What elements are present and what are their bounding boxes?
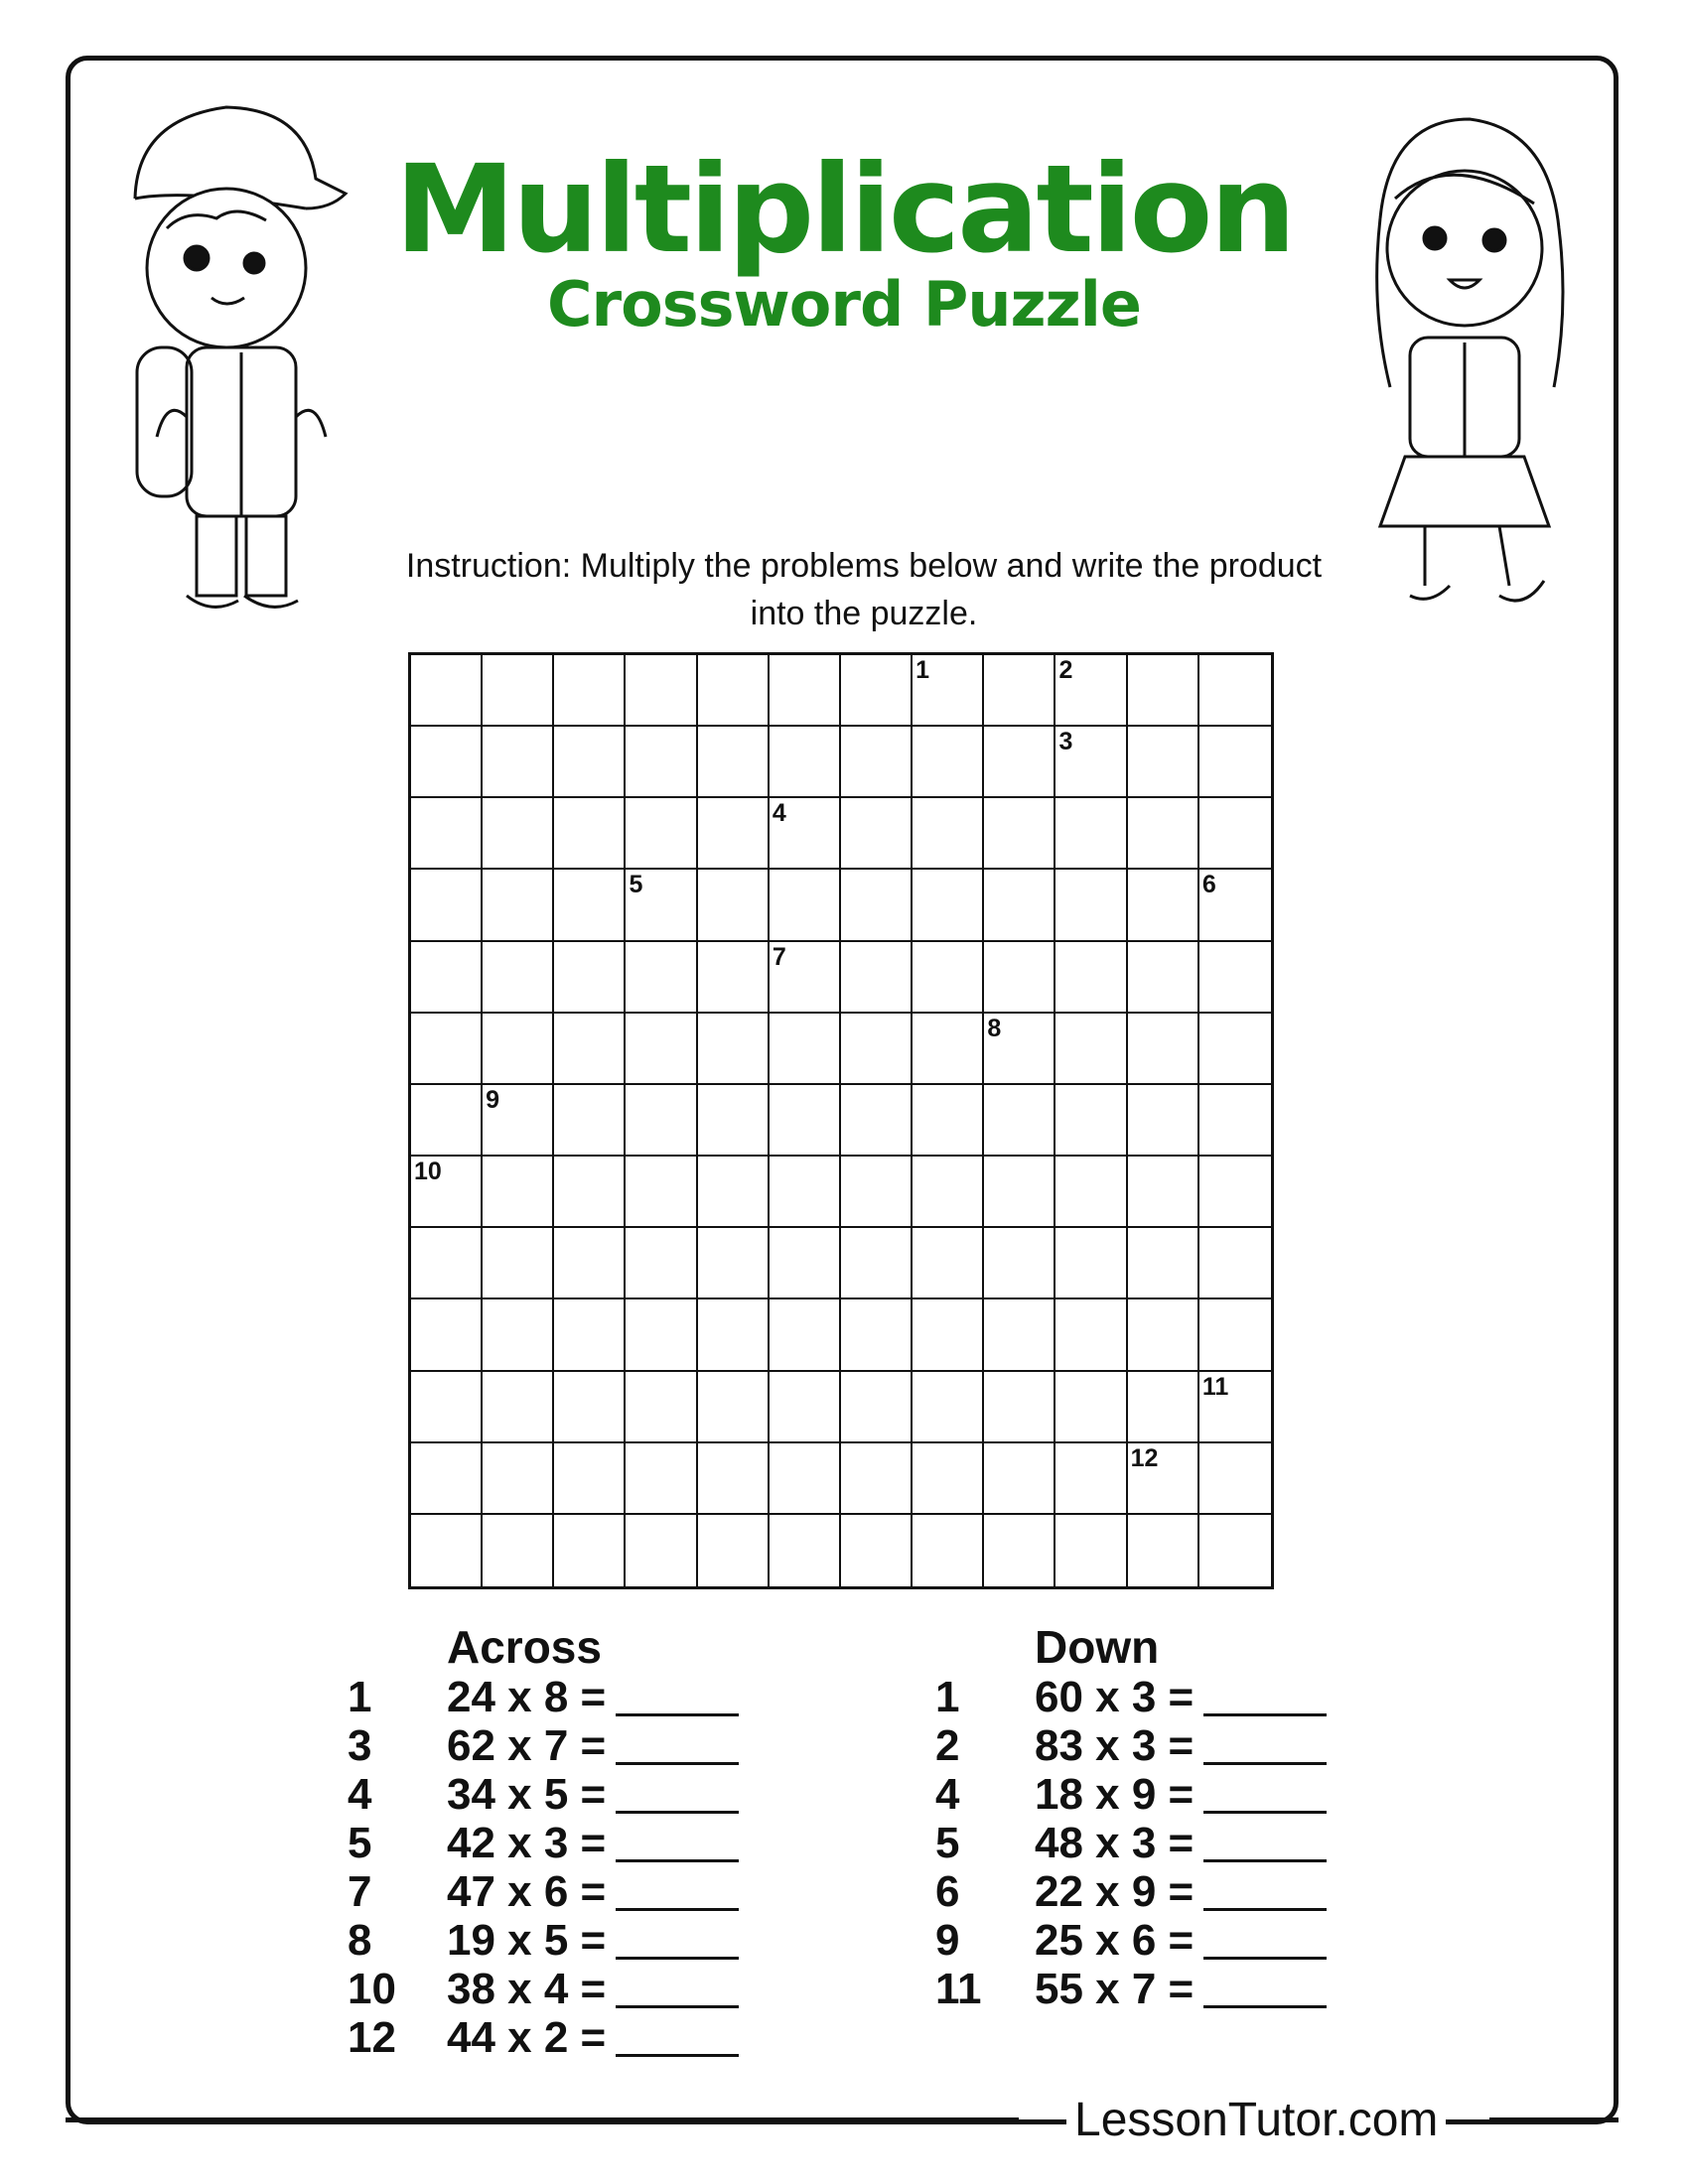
grid-cell[interactable] [698,727,770,798]
clue-problem: 44 x 2 = [447,2012,607,2062]
grid-cell[interactable] [626,1299,697,1371]
grid-cell[interactable] [1128,870,1199,941]
grid-cell[interactable] [841,727,913,798]
grid-cell[interactable] [554,1372,626,1443]
grid-cell[interactable] [1055,870,1127,941]
grid-cell[interactable] [698,1515,770,1586]
grid-cell[interactable] [841,1372,913,1443]
clue-number: 10 [348,1964,396,2013]
grid-cell[interactable] [626,1372,697,1443]
grid-cell[interactable] [770,798,841,870]
down-clue-row [935,1867,1327,1916]
grid-cell[interactable] [984,1228,1055,1299]
grid-cell[interactable] [411,1443,483,1515]
grid-cell[interactable] [626,1515,697,1586]
answer-blank[interactable] [1203,1970,1327,2008]
grid-cell[interactable] [841,1299,913,1371]
grid-cell[interactable] [698,1228,770,1299]
grid-cell[interactable] [984,1443,1055,1515]
grid-cell[interactable] [698,1299,770,1371]
grid-cell[interactable] [913,1085,984,1157]
grid-cell[interactable] [483,1515,554,1586]
grid-cell[interactable] [770,727,841,798]
grid-cell[interactable] [770,655,841,727]
clue-number: 12 [348,2012,396,2062]
grid-cell[interactable] [913,655,984,727]
answer-blank[interactable] [1203,1775,1327,1814]
answer-blank[interactable] [616,1726,739,1765]
grid-cell[interactable] [626,1085,697,1157]
answer-blank[interactable] [616,1824,739,1862]
grid-cell[interactable] [1128,1443,1199,1515]
cell-number: 2 [1058,656,1073,684]
grid-cell[interactable] [913,1157,984,1228]
grid-cell[interactable] [841,942,913,1014]
grid-cell[interactable] [984,1014,1055,1085]
grid-cell[interactable] [913,1299,984,1371]
grid-cell[interactable] [1055,1085,1127,1157]
grid-cell[interactable] [841,1515,913,1586]
cell-number: 12 [1130,1443,1159,1472]
clue-problem: 24 x 8 = [447,1672,607,1721]
clue-problem: 18 x 9 = [1035,1769,1195,1819]
clue-problem: 83 x 3 = [1035,1720,1195,1770]
across-clue-row [348,1916,739,1965]
clue-number: 4 [348,1769,372,1819]
grid-cell[interactable] [626,798,697,870]
grid-cell[interactable] [483,655,554,727]
grid-cell[interactable] [1128,1085,1199,1157]
grid-cell[interactable] [1128,942,1199,1014]
down-clue-row [935,1673,1327,1721]
grid-cell[interactable] [913,1228,984,1299]
clue-number: 1 [348,1672,372,1721]
cell-number: 7 [772,942,786,971]
across-clue-row [348,1770,739,1819]
down-clue-row [935,1916,1327,1965]
instruction-line-2: into the puzzle. [750,595,978,632]
grid-cell[interactable] [483,942,554,1014]
grid-cell[interactable] [913,798,984,870]
grid-cell[interactable] [483,1299,554,1371]
across-heading: Across [447,1621,602,1673]
grid-cell[interactable] [1128,798,1199,870]
cell-number: 9 [486,1085,500,1114]
down-clue-row [935,1965,1327,2013]
grid-cell[interactable] [554,1014,626,1085]
down-clue-row [935,1819,1327,1867]
grid-cell[interactable] [1055,1515,1127,1586]
grid-cell[interactable] [698,870,770,941]
grid-cell[interactable] [984,870,1055,941]
grid-cell[interactable] [554,655,626,727]
across-clue-row [348,1721,739,1770]
grid-cell[interactable] [1128,1515,1199,1586]
footer-divider-left [66,2117,1019,2122]
grid-cell[interactable] [554,1228,626,1299]
across-clue-row [348,1819,739,1867]
answer-blank[interactable] [616,2018,739,2057]
clue-problem: 38 x 4 = [447,1964,607,2013]
down-clue-row [935,1770,1327,1819]
grid-cell[interactable] [698,1085,770,1157]
grid-cell[interactable] [698,655,770,727]
grid-cell[interactable] [984,1085,1055,1157]
grid-cell[interactable] [984,1372,1055,1443]
grid-cell[interactable] [984,1299,1055,1371]
grid-cell[interactable] [1128,1299,1199,1371]
clue-number: 5 [935,1818,960,1867]
grid-cell[interactable] [913,727,984,798]
grid-cell[interactable] [626,1014,697,1085]
grid-cell[interactable] [1055,1299,1127,1371]
crossword-grid [408,652,1274,1589]
grid-cell[interactable] [1055,655,1127,727]
answer-blank[interactable] [616,1678,739,1716]
across-clues [348,1621,739,2062]
grid-cell[interactable] [698,798,770,870]
instruction-text [328,542,1400,637]
answer-blank[interactable] [1203,1872,1327,1911]
grid-cell[interactable] [411,1157,483,1228]
grid-cell[interactable] [913,870,984,941]
clue-number: 4 [935,1769,960,1819]
footer-site: LessonTutor.com [1066,2093,1446,2147]
down-heading: Down [1035,1621,1160,1673]
clue-number: 7 [348,1866,372,1916]
instruction-line-1: Instruction: Multiply the problems below and write the product [405,547,1323,585]
grid-cell[interactable] [626,870,697,941]
grid-cell[interactable] [841,655,913,727]
clue-number: 11 [935,1964,982,2013]
grid-cell[interactable] [411,1014,483,1085]
grid-cell[interactable] [1199,1228,1271,1299]
clue-problem: 22 x 9 = [1035,1866,1195,1916]
grid-cell[interactable] [483,798,554,870]
grid-cell[interactable] [1199,1372,1271,1443]
grid-cell[interactable] [841,1157,913,1228]
grid-cell[interactable] [411,1372,483,1443]
grid-cell[interactable] [626,1157,697,1228]
grid-cell[interactable] [483,1014,554,1085]
grid-cell[interactable] [1199,1157,1271,1228]
answer-blank[interactable] [1203,1726,1327,1765]
clue-number: 1 [935,1672,960,1721]
grid-cell[interactable] [1199,727,1271,798]
clue-problem: 34 x 5 = [447,1769,607,1819]
grid-cell[interactable] [1128,1157,1199,1228]
clue-problem: 60 x 3 = [1035,1672,1195,1721]
grid-cell[interactable] [411,798,483,870]
grid-cell[interactable] [1055,798,1127,870]
clue-problem: 25 x 6 = [1035,1915,1195,1965]
grid-cell[interactable] [913,1515,984,1586]
grid-cell[interactable] [1055,1372,1127,1443]
grid-cell[interactable] [984,655,1055,727]
grid-cell[interactable] [1128,727,1199,798]
down-clues [935,1621,1327,2013]
grid-cell[interactable] [698,1443,770,1515]
answer-blank[interactable] [1203,1921,1327,1960]
grid-cell[interactable] [483,1085,554,1157]
clue-number: 8 [348,1915,372,1965]
grid-cell[interactable] [554,1443,626,1515]
grid-cell[interactable] [411,1085,483,1157]
cell-number: 11 [1201,1372,1229,1401]
grid-cell[interactable] [1055,1228,1127,1299]
grid-cell[interactable] [913,1014,984,1085]
grid-cell[interactable] [984,798,1055,870]
grid-cell[interactable] [1199,1515,1271,1586]
clue-number: 5 [348,1818,372,1867]
grid-cell[interactable] [841,1014,913,1085]
grid-cell[interactable] [698,1014,770,1085]
grid-cell[interactable] [411,727,483,798]
grid-cell[interactable] [841,1443,913,1515]
grid-cell[interactable] [770,870,841,941]
page-subtitle: Crossword Puzzle [547,268,1141,341]
grid-cell[interactable] [483,727,554,798]
grid-cell[interactable] [698,942,770,1014]
grid-cell[interactable] [554,1515,626,1586]
grid-cell[interactable] [483,1443,554,1515]
grid-cell[interactable] [483,1372,554,1443]
grid-cell[interactable] [554,1085,626,1157]
answer-blank[interactable] [616,1775,739,1814]
clue-number: 2 [935,1720,960,1770]
grid-cell[interactable] [698,1372,770,1443]
grid-cell[interactable] [1199,1299,1271,1371]
clue-problem: 19 x 5 = [447,1915,607,1965]
grid-cell[interactable] [1055,1443,1127,1515]
page-title: Multiplication [394,139,1294,280]
cell-number: 1 [915,656,930,684]
clue-number: 3 [348,1720,372,1770]
grid-cell[interactable] [1055,942,1127,1014]
grid-cell[interactable] [770,942,841,1014]
grid-cell[interactable] [841,1228,913,1299]
grid-cell[interactable] [626,1228,697,1299]
answer-blank[interactable] [616,1970,739,2008]
grid-cell[interactable] [913,942,984,1014]
across-clue-row [348,1867,739,1916]
across-clue-row [348,1673,739,1721]
grid-cell[interactable] [626,942,697,1014]
grid-cell[interactable] [1199,655,1271,727]
cell-number: 8 [987,1014,1002,1042]
footer-divider-right [1489,2117,1618,2122]
grid-cell[interactable] [1055,1157,1127,1228]
grid-cell[interactable] [984,942,1055,1014]
grid-cell[interactable] [483,1157,554,1228]
grid-cell[interactable] [770,1085,841,1157]
grid-cell[interactable] [554,870,626,941]
grid-cell[interactable] [770,1228,841,1299]
grid-cell[interactable] [698,1157,770,1228]
grid-cell[interactable] [411,942,483,1014]
grid-cell[interactable] [554,798,626,870]
grid-cell[interactable] [483,1228,554,1299]
grid-cell[interactable] [411,655,483,727]
grid-cell[interactable] [554,727,626,798]
cell-number: 5 [629,871,643,899]
grid-cell[interactable] [411,1299,483,1371]
grid-cell[interactable] [913,1443,984,1515]
grid-cell[interactable] [1128,1372,1199,1443]
grid-cell[interactable] [841,1085,913,1157]
grid-cell[interactable] [554,942,626,1014]
answer-blank[interactable] [1203,1824,1327,1862]
grid-cell[interactable] [1199,1443,1271,1515]
grid-cell[interactable] [1199,1014,1271,1085]
grid-cell[interactable] [984,727,1055,798]
grid-cell[interactable] [770,1372,841,1443]
clue-problem: 42 x 3 = [447,1818,607,1867]
grid-cell[interactable] [841,798,913,870]
grid-cell[interactable] [626,727,697,798]
grid-cell[interactable] [1199,870,1271,941]
grid-cell[interactable] [770,1157,841,1228]
cell-number: 4 [772,799,786,828]
grid-cell[interactable] [1055,727,1127,798]
grid-cell[interactable] [1055,1014,1127,1085]
grid-cell[interactable] [626,655,697,727]
grid-cell[interactable] [1199,798,1271,870]
cell-number: 6 [1201,871,1216,899]
grid-cell[interactable] [770,1515,841,1586]
clue-problem: 62 x 7 = [447,1720,607,1770]
clue-number: 9 [935,1915,960,1965]
clue-number: 6 [935,1866,960,1916]
grid-cell[interactable] [483,870,554,941]
across-clue-row [348,1965,739,2013]
grid-cell[interactable] [1128,1228,1199,1299]
down-clue-row [935,1721,1327,1770]
grid-cell[interactable] [554,1157,626,1228]
cell-number: 10 [414,1158,442,1186]
answer-blank[interactable] [616,1921,739,1960]
grid-cell[interactable] [841,870,913,941]
answer-blank[interactable] [616,1872,739,1911]
grid-cell[interactable] [770,1299,841,1371]
grid-cell[interactable] [411,1228,483,1299]
grid-cell[interactable] [770,1443,841,1515]
grid-cell[interactable] [913,1372,984,1443]
answer-blank[interactable] [1203,1678,1327,1716]
grid-cell[interactable] [1128,655,1199,727]
grid-cell[interactable] [1128,1014,1199,1085]
grid-cell[interactable] [411,870,483,941]
clue-problem: 48 x 3 = [1035,1818,1195,1867]
clue-problem: 55 x 7 = [1035,1964,1195,2013]
grid-cell[interactable] [554,1299,626,1371]
clue-problem: 47 x 6 = [447,1866,607,1916]
grid-cell[interactable] [984,1515,1055,1586]
grid-cell[interactable] [1199,1085,1271,1157]
grid-cell[interactable] [984,1157,1055,1228]
grid-cell[interactable] [1199,942,1271,1014]
cell-number: 3 [1058,728,1073,756]
grid-cell[interactable] [770,1014,841,1085]
grid-cell[interactable] [411,1515,483,1586]
across-clue-row [348,2013,739,2062]
grid-cell[interactable] [626,1443,697,1515]
